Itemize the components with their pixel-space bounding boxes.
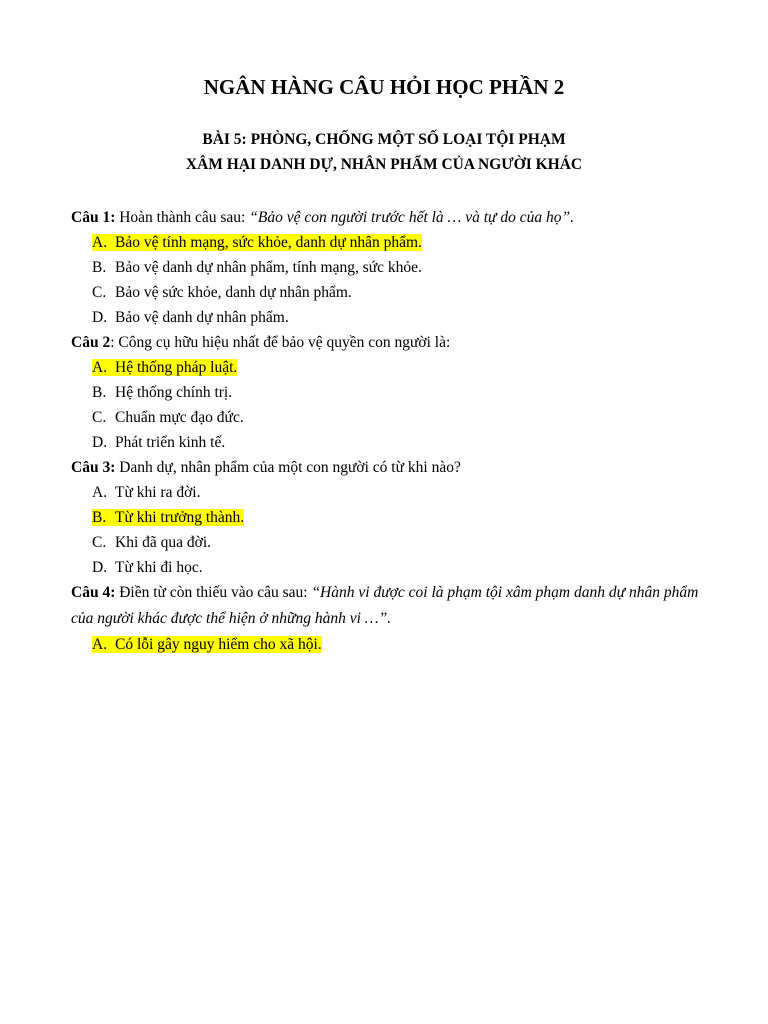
option-2a [71,355,701,380]
highlighted-answer [92,359,237,376]
option-text: Từ khi trưởng thành. [115,509,245,526]
option-letter: D. [92,309,108,326]
question-1 [71,205,701,230]
option-text: Khi đã qua đời. [115,534,212,551]
question-text: Hoàn thành câu sau: [115,209,250,226]
option-letter: B. [92,259,107,276]
option-1a [71,230,701,255]
option-2d [71,430,701,455]
question-quote: “Hành vi được coi là phạm tội xâm phạm danh dự nhân phẩm của người khác được thể hiện ở những hành vi …”. [71,584,699,627]
option-text: Từ khi đi học. [115,559,203,576]
option-text: Bảo vệ danh dự nhân phẩm. [115,309,289,326]
option-3a [71,480,701,505]
option-3b [71,505,701,530]
highlighted-answer [92,636,322,653]
option-text: Từ khi ra đời. [115,484,201,501]
option-text: Hệ thống pháp luật. [115,359,238,376]
question-text: : Công cụ hữu hiệu nhất để bảo vệ quyền con người là: [110,334,451,351]
option-letter: B. [92,509,107,526]
option-text: Bảo vệ danh dự nhân phẩm, tính mạng, sức khỏe. [115,259,422,276]
option-4a [71,632,701,657]
document-title: NGÂN HÀNG CÂU HỎI HỌC PHẦN 2 [203,75,565,99]
question-label: Câu 1: [71,209,116,226]
question-3 [71,455,701,480]
option-letter: B. [92,384,107,401]
option-letter: C. [92,409,107,426]
highlighted-answer [92,234,422,251]
option-text: Chuẩn mực đạo đức. [115,409,244,426]
question-label: Câu 3: [71,459,116,476]
option-text: Bảo vệ sức khỏe, danh dự nhân phẩm. [115,284,352,301]
option-text: Bảo vệ tính mạng, sức khỏe, danh dự nhân phẩm. [115,234,422,251]
lesson-title-line-2: XÂM HẠI DANH DỰ, NHÂN PHẨM CỦA NGƯỜI KHÁC [185,156,583,173]
option-letter: A. [92,359,108,376]
option-letter: A. [92,484,108,501]
option-3c [71,530,701,555]
question-text: Điền từ còn thiếu vào câu sau: [115,584,312,601]
lesson-title-line-1: BÀI 5: PHÒNG, CHỐNG MỘT SỐ LOẠI TỘI PHẠM [202,131,566,148]
option-letter: D. [92,559,108,576]
option-letter: D. [92,434,108,451]
option-3d [71,555,701,580]
question-label: Câu 2 [71,334,111,351]
option-text: Phát triển kinh tế. [115,434,226,451]
question-4 [71,580,701,632]
option-1c [71,280,701,305]
option-letter: C. [92,534,107,551]
option-text: Hệ thống chính trị. [115,384,233,401]
option-2b [71,380,701,405]
highlighted-answer [92,509,244,526]
question-2 [71,330,701,355]
option-letter: A. [92,234,108,251]
option-text: Có lỗi gây nguy hiểm cho xã hội. [115,636,322,653]
question-label: Câu 4: [71,584,116,601]
question-quote: “Bảo vệ con người trước hết là … và tự do của họ”. [249,209,574,226]
option-1b [71,255,701,280]
question-text: Danh dự, nhân phẩm của một con người có từ khi nào? [115,459,461,476]
option-2c [71,405,701,430]
question-list [71,205,701,657]
option-letter: C. [92,284,107,301]
option-letter: A. [92,636,108,653]
option-1d [71,305,701,330]
